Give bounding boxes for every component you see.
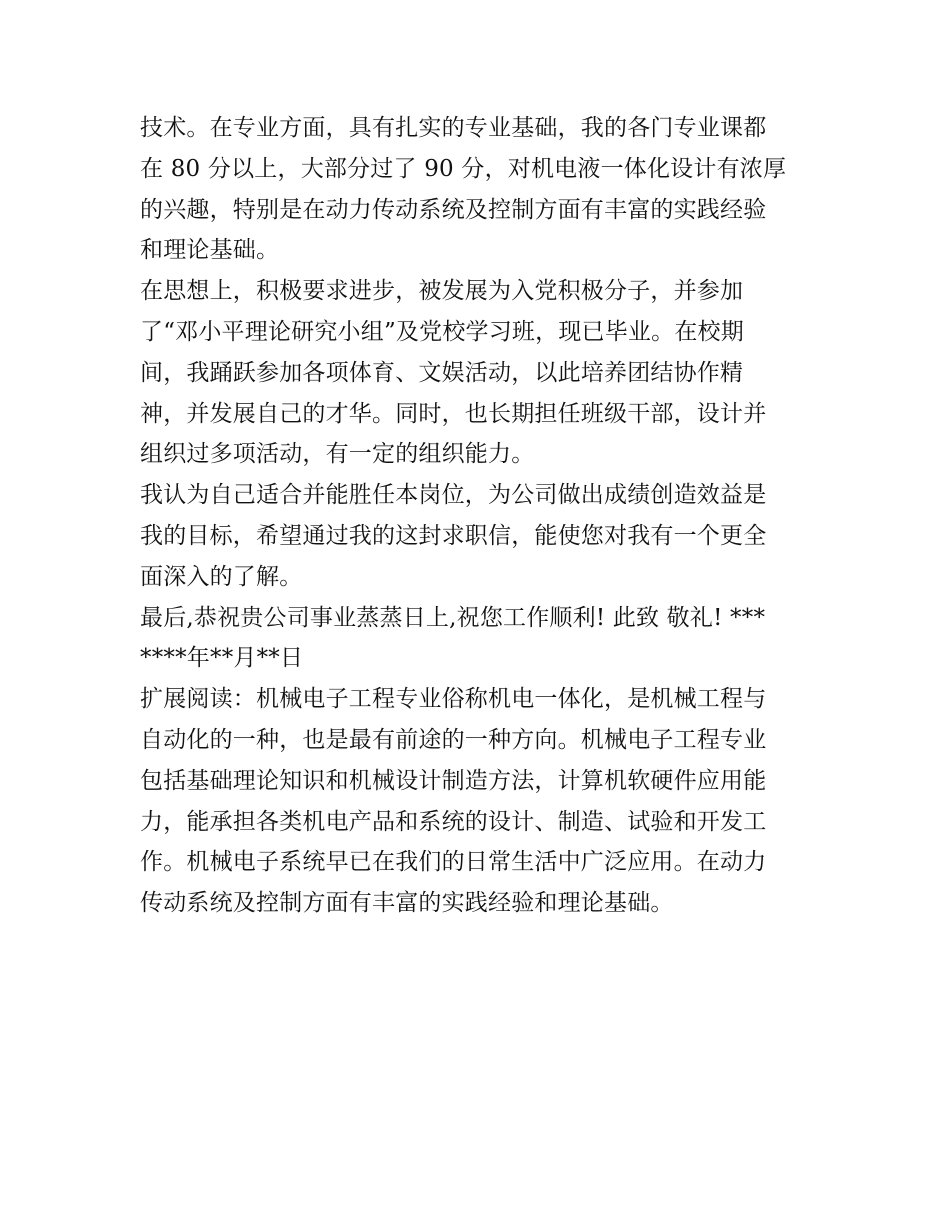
text-line: ****年**月**日 — [140, 645, 304, 672]
text-line: 我的目标，希望通过我的这封求职信，能使您对我有一个更全 — [140, 522, 767, 549]
text-line: 神，并发展自己的才华。同时，也长期担任班级干部，设计并 — [140, 400, 767, 427]
text-line: 我认为自己适合并能胜任本岗位，为公司做出成绩创造效益是 — [140, 482, 767, 509]
text-line: 在思想上，积极要求进步，被发展为入党积极分子，并参加 — [140, 278, 744, 305]
text-line: 组织过多项活动，有一定的组织能力。 — [140, 441, 535, 468]
text-line: 扩展阅读：机械电子工程专业俗称机电一体化，是机械工程与 — [140, 686, 767, 713]
text-line: 最后,恭祝贵公司事业蒸蒸日上,祝您工作顺利! 此致 敬礼! *** — [140, 604, 766, 631]
text-line: 间，我踊跃参加各项体育、文娱活动，以此培养团结协作精 — [140, 359, 744, 386]
text-line: 自动化的一种，也是最有前途的一种方向。机械电子工程专业 — [140, 726, 767, 753]
text-line: 面深入的了解。 — [140, 563, 303, 590]
document-body — [140, 108, 815, 924]
text-line: 传动系统及控制方面有丰富的实践经验和理论基础。 — [140, 890, 674, 917]
text-line: 和理论基础。 — [140, 237, 280, 264]
text-line: 在 80 分以上，大部分过了 90 分，对机电液一体化设计有浓厚 — [140, 155, 787, 182]
text-line: 包括基础理论知识和机械设计制造方法，计算机软硬件应用能 — [140, 767, 767, 794]
text-line: 力，能承担各类机电产品和系统的设计、制造、试验和开发工 — [140, 808, 767, 835]
text-line: 了“邓小平理论研究小组”及党校学习班，现已毕业。在校期 — [140, 318, 744, 345]
text-line: 作。机械电子系统早已在我们的日常生活中广泛应用。在动力 — [140, 849, 767, 876]
text-line: 技术。在专业方面，具有扎实的专业基础，我的各门专业课都 — [140, 115, 767, 141]
text-line: 的兴趣，特别是在动力传动系统及控制方面有丰富的实践经验 — [140, 196, 767, 223]
